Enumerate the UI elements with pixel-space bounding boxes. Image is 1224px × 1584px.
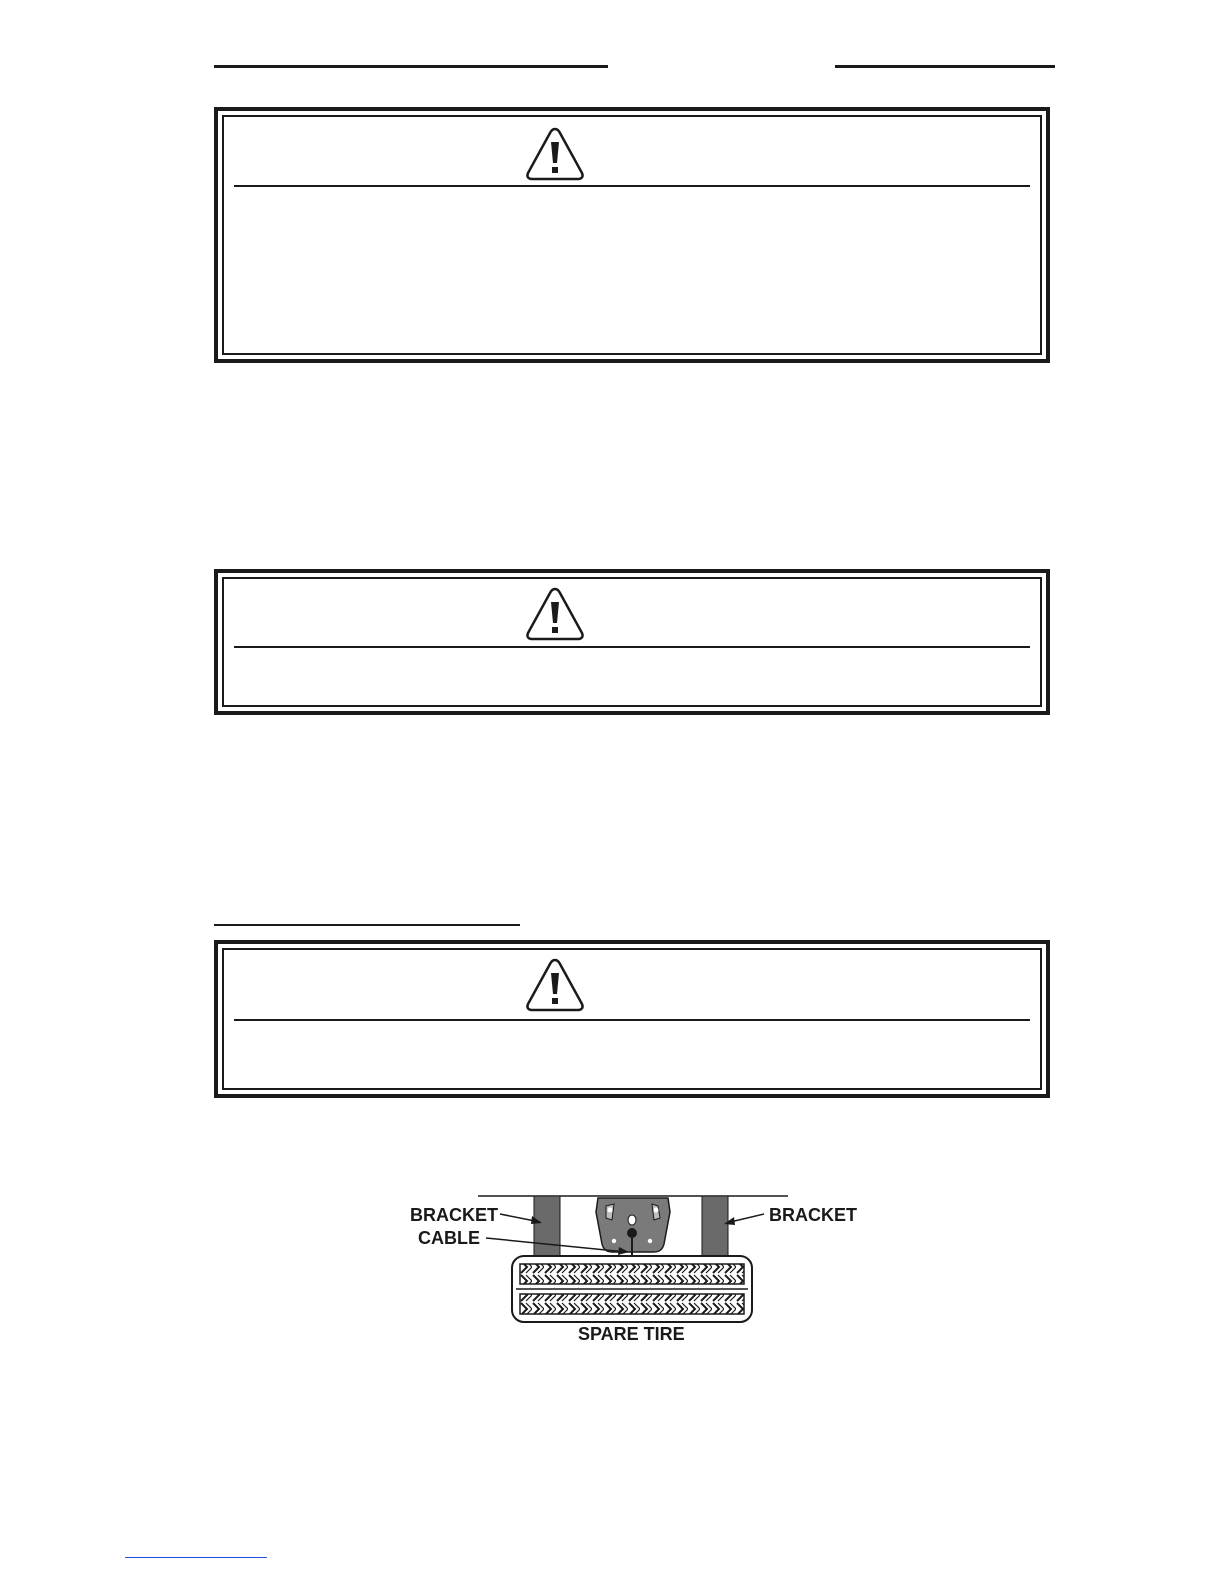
warning-triangle-icon bbox=[524, 585, 586, 648]
cable-label: CABLE bbox=[418, 1228, 480, 1248]
warning-triangle-icon bbox=[524, 956, 586, 1019]
warning-box bbox=[214, 569, 1050, 715]
warning-divider bbox=[234, 646, 1030, 648]
section-heading-rule bbox=[214, 924, 520, 926]
warning-divider bbox=[234, 1019, 1030, 1021]
warning-box bbox=[214, 107, 1050, 363]
header-rule-right bbox=[835, 65, 1055, 68]
warning-box-inner-border bbox=[222, 577, 1042, 707]
left-bracket bbox=[534, 1196, 560, 1260]
footer-link[interactable] bbox=[125, 1557, 267, 1558]
spare-tire-figure bbox=[400, 1190, 870, 1350]
warning-box bbox=[214, 940, 1050, 1098]
warning-divider bbox=[234, 185, 1030, 187]
bracket-left-label: BRACKET bbox=[410, 1205, 498, 1225]
bracket-right-label: BRACKET bbox=[769, 1205, 857, 1225]
warning-triangle-icon bbox=[524, 125, 586, 188]
spare-tire-label: SPARE TIRE bbox=[578, 1324, 685, 1344]
warning-box-inner-border bbox=[222, 115, 1042, 355]
header-rule-left bbox=[214, 65, 608, 68]
right-bracket bbox=[702, 1196, 728, 1260]
